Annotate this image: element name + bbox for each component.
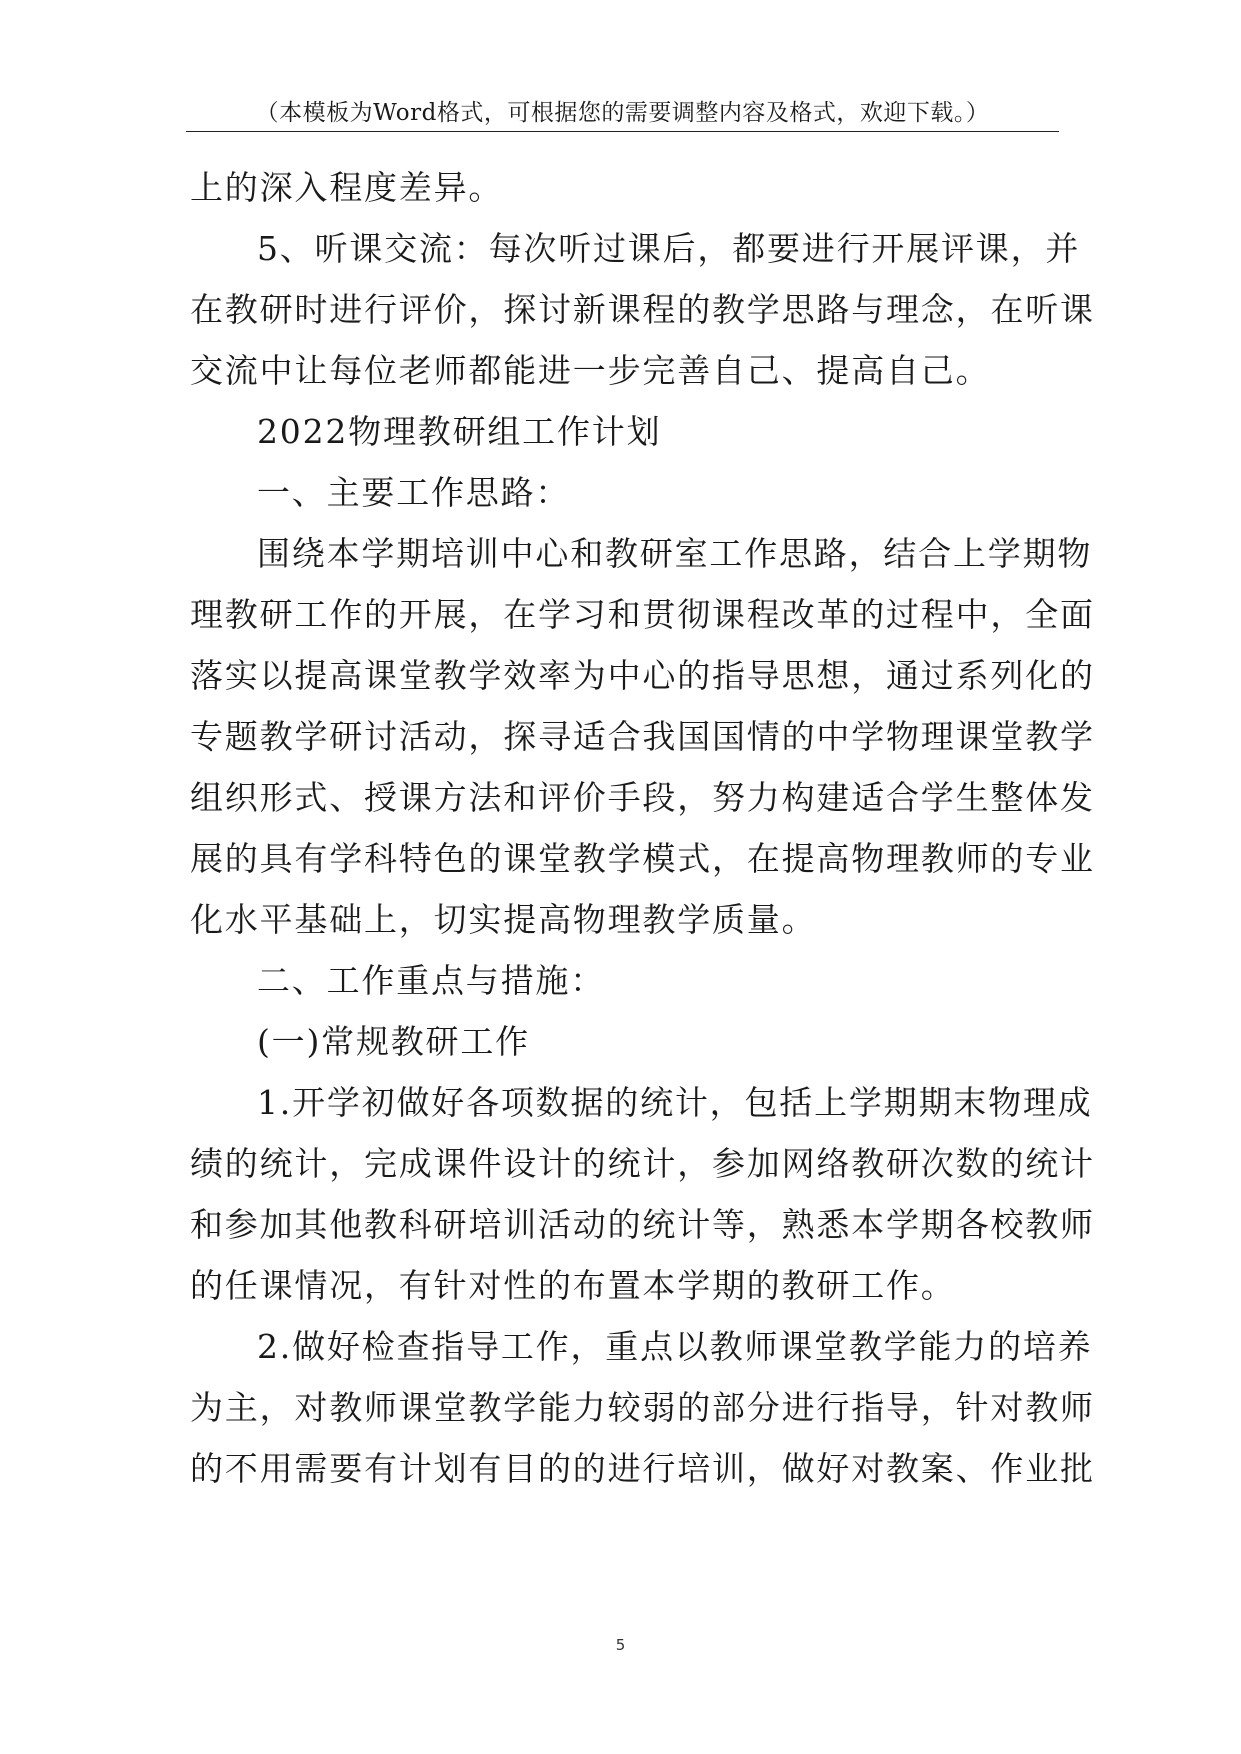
text-line: 5、听课交流：每次听过课后，都要进行开展评课，并 (257, 229, 1081, 268)
text-line: 上的深入程度差异。 (190, 168, 504, 207)
text-line: 2.做好检查指导工作，重点以教师课堂教学能力的培养 (257, 1327, 1093, 1366)
document-body (190, 157, 1095, 1499)
page-header-note: （本模板为Word格式，可根据您的需要调整内容及格式，欢迎下载。） (255, 100, 990, 126)
text-line: 二、工作重点与措施： (257, 961, 605, 1000)
text-line: 一、主要工作思路： (257, 473, 571, 512)
text-line: 2022物理教研组工作计划 (257, 412, 662, 451)
text-line: 1.开学初做好各项数据的统计，包括上学期期末物理成 (257, 1083, 1093, 1122)
header-divider (186, 131, 1059, 132)
text-line: 落实以提高课堂教学效率为中心的指导思想，通过系列化的 (190, 656, 1095, 695)
text-line: 理教研工作的开展，在学习和贯彻课程改革的过程中，全面 (190, 595, 1095, 634)
text-line: 交流中让每位老师都能进一步完善自己、提高自己。 (190, 351, 991, 390)
text-line: 化水平基础上，切实提高物理教学质量。 (190, 900, 817, 939)
text-line: 绩的统计，完成课件设计的统计，参加网络教研次数的统计 (190, 1144, 1095, 1183)
text-line: 围绕本学期培训中心和教研室工作思路，结合上学期物 (257, 534, 1093, 573)
text-line: 的不用需要有计划有目的的进行培训，做好对教案、作业批 (190, 1449, 1095, 1488)
text-line: 的任课情况，有针对性的布置本学期的教研工作。 (190, 1266, 956, 1305)
text-line: 为主，对教师课堂教学能力较弱的部分进行指导，针对教师 (190, 1388, 1095, 1427)
text-line: (一)常规教研工作 (257, 1022, 530, 1061)
text-line: 展的具有学科特色的课堂教学模式，在提高物理教师的专业 (190, 839, 1095, 878)
text-line: 和参加其他教科研培训活动的统计等，熟悉本学期各校教师 (190, 1205, 1095, 1244)
page-number: 5 (615, 1636, 626, 1654)
text-line: 在教研时进行评价，探讨新课程的教学思路与理念，在听课 (190, 290, 1095, 329)
text-line: 专题教学研讨活动，探寻适合我国国情的中学物理课堂教学 (190, 717, 1095, 756)
text-line: 组织形式、授课方法和评价手段，努力构建适合学生整体发 (190, 778, 1095, 817)
